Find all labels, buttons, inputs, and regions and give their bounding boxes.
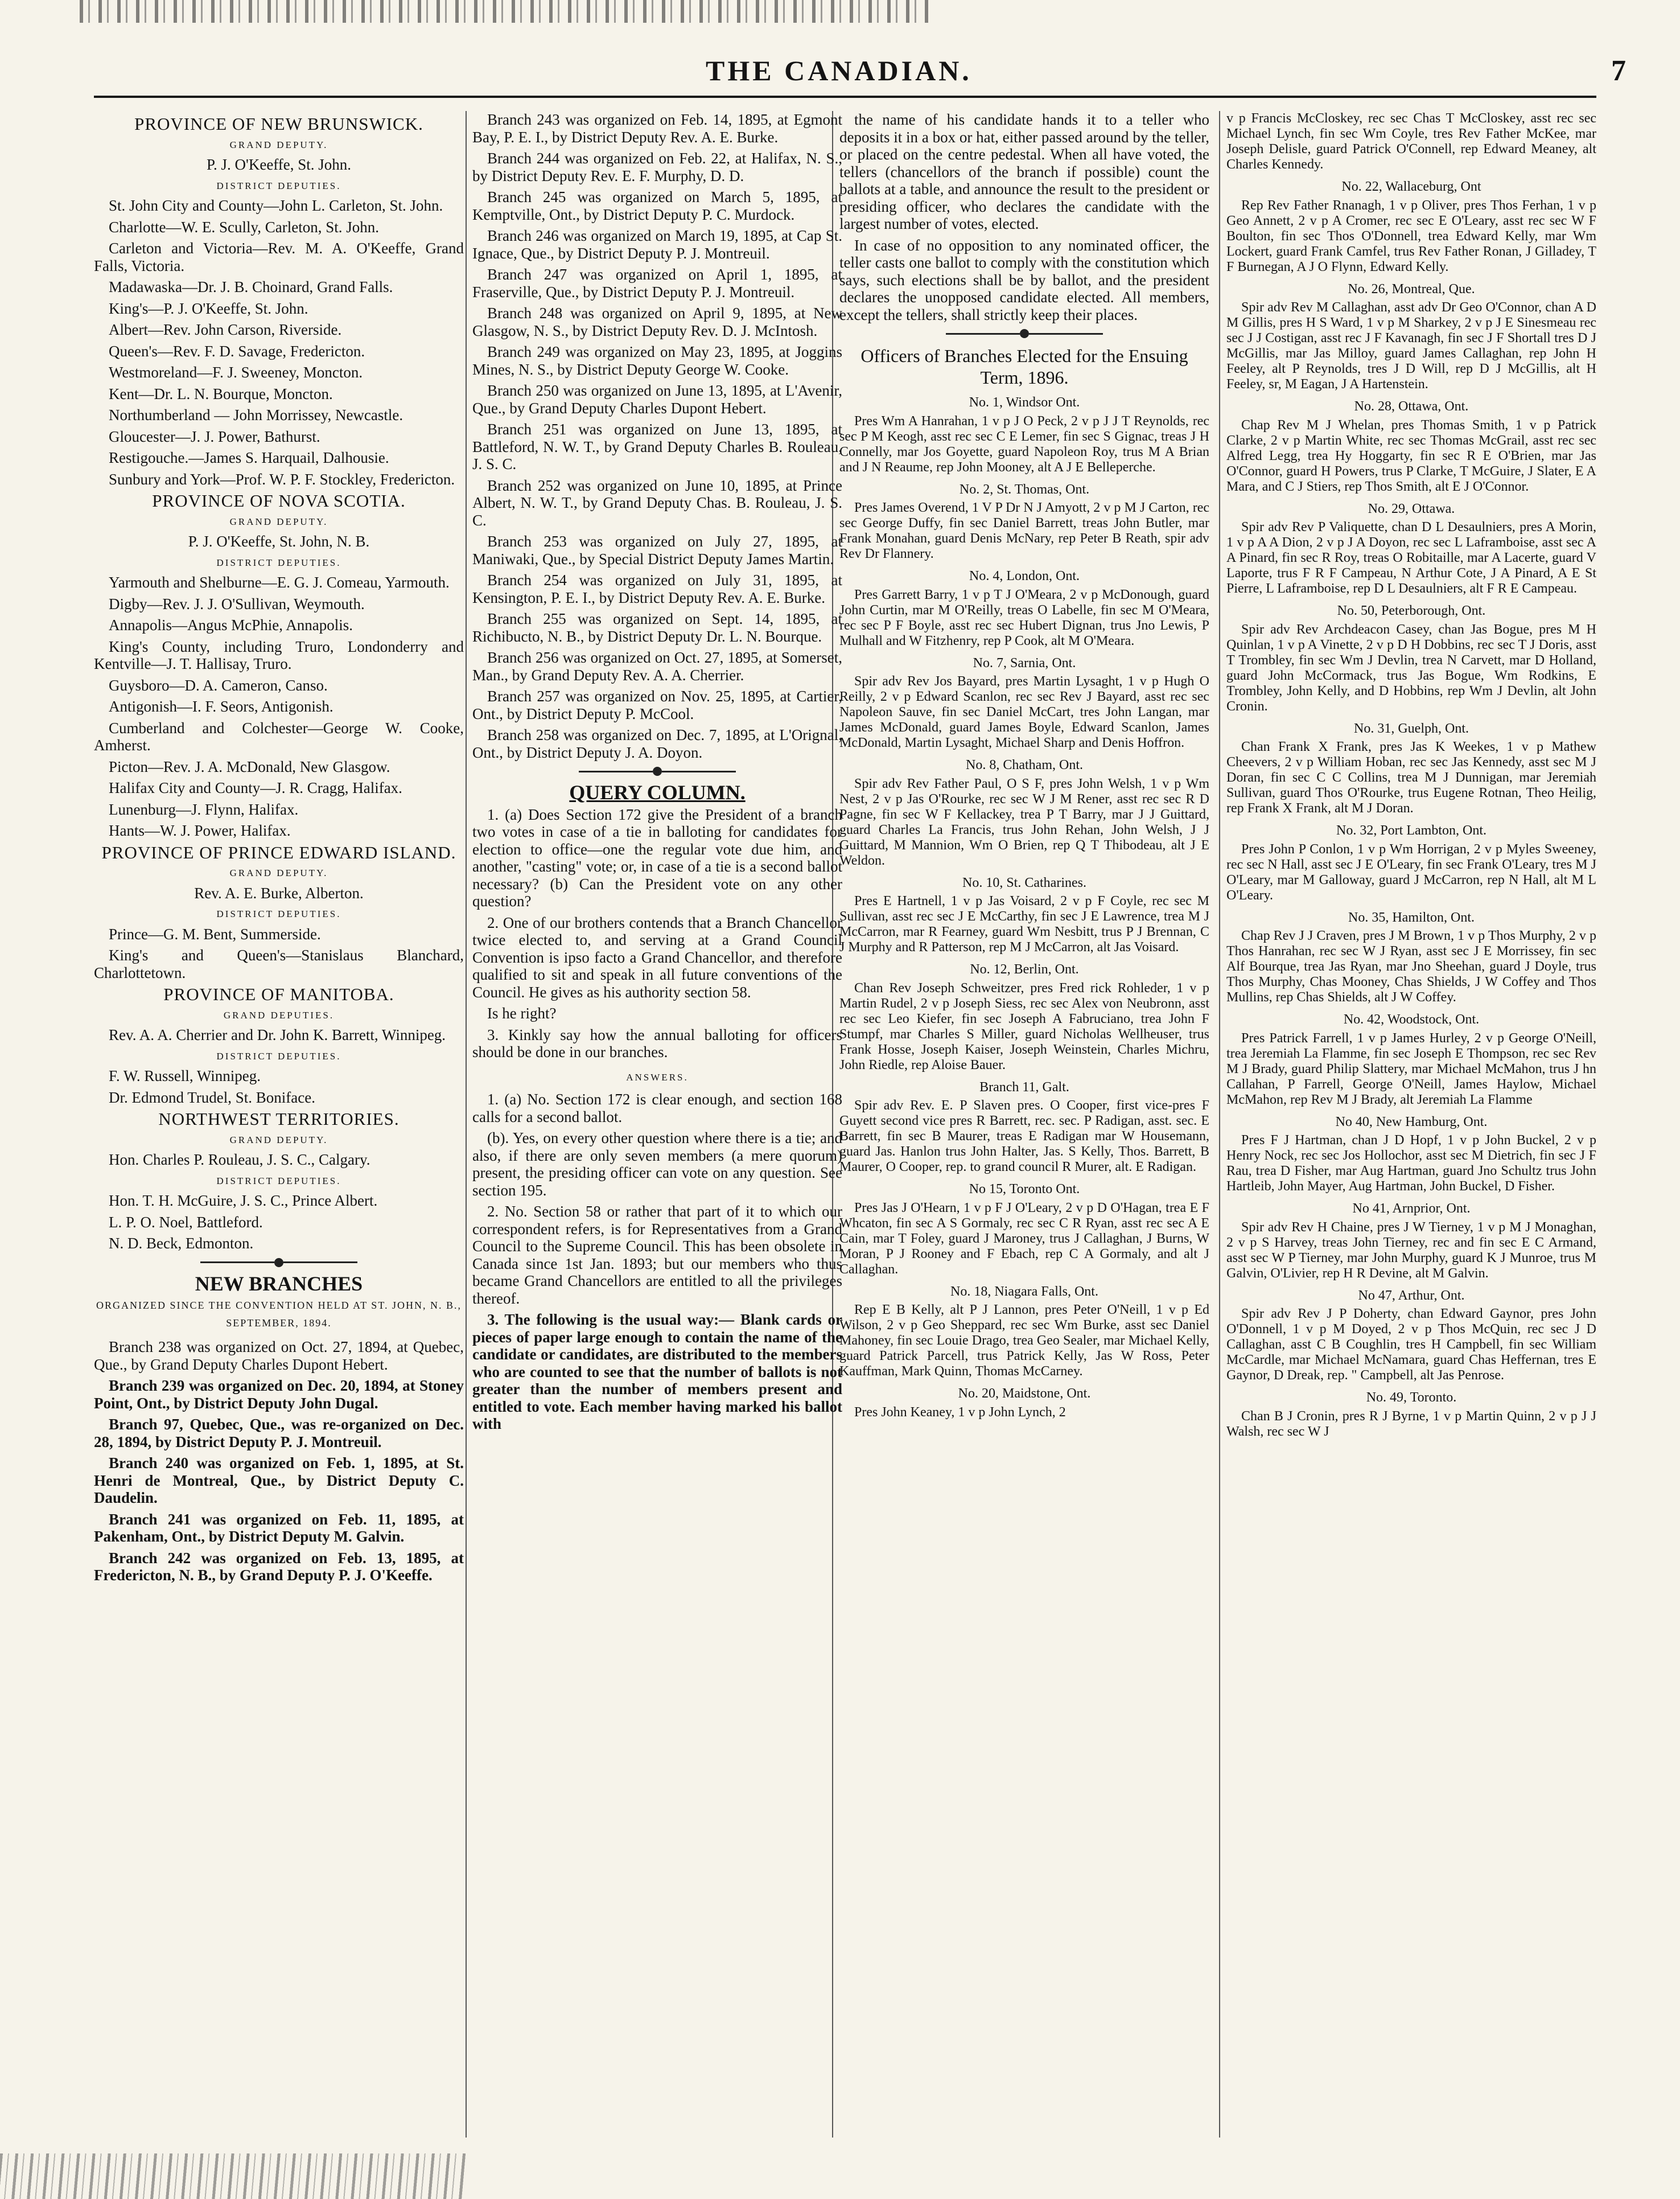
branch-officers: Spir adv Rev Jos Bayard, pres Martin Lysaght, 1 v p Hugh O Reilly, 2 v p Edward Scanlon, rec sec Rev J Bayard, asst rec sec Napoleon Sauve, fin sec Daniel McCart, tres John Langan, mar James McDonald, guard James Boyle, Edward Scanlon, James McDonald, Martin Lysaght, Michael Sharp and Denis Hoffron.	[839, 674, 1209, 750]
query-column-heading: QUERY COLUMN.	[569, 781, 746, 804]
branch-officers: Chap Rev J J Craven, pres J M Brown, 1 v p Thos Murphy, 2 v p Thos Hanrahan, rec sec W J Ryan, asst sec J E Morrissey, fin sec Alf Bourque, trea Jas Ryan, mar Jno Sheehan, guard J Doyle, trus Thos Murphy, Chas Mooney, Chas Shields, J W Coffey and Thos Mullins, rep Chas Shields, alt J W Coffey.	[1226, 928, 1596, 1005]
branch-heading: No. 20, Maidstone, Ont.	[958, 1386, 1091, 1401]
column-4	[1226, 111, 1596, 2138]
branch-heading: No 41, Arnprior, Ont.	[1352, 1201, 1471, 1216]
grand-deputy-name: Hon. Charles P. Rouleau, J. S. C., Calgary.	[109, 1151, 370, 1168]
paragraph: Branch 245 was organized on March 5, 1895, at Kemptville, Ont., by District Deputy P. C. Murdock.	[472, 188, 842, 223]
paragraph: Branch 251 was organized on June 13, 1895, at Battleford, N. W. T., by Grand Deputy Charles B. Rouleau, J. S. C.	[472, 421, 842, 472]
branch-heading: No. 1, Windsor Ont.	[969, 395, 1080, 410]
subheading: DISTRICT DEPUTIES.	[216, 1175, 341, 1186]
section-heading: PROVINCE OF NEW BRUNSWICK.	[134, 114, 423, 134]
paragraph: Branch 255 was organized on Sept. 14, 1895, at Richibucto, N. B., by District Deputy Dr. L. N. Bourque.	[472, 610, 842, 645]
subheading: DISTRICT DEPUTIES.	[216, 1050, 341, 1062]
paragraph: Prince—G. M. Bent, Summerside.	[109, 925, 321, 943]
subheading: GRAND DEPUTY.	[229, 1134, 328, 1145]
branch-officers: Spir adv Rev P Valiquette, chan D L Desaulniers, pres A Morin, 1 v p A A Dion, 2 v p J A Doyon, rec sec L Laframboise, asst sec A A Pinard, fin sec R Roy, treas O Robitaille, mar A Lacerte, guard V Laporte, trus F R F Campeau, N Arthur Cote, J A Pinard, A E St Pierre, L Laframboise, rep D L Desaulniers, alt F R E Campeau.	[1226, 520, 1596, 596]
paragraph: F. W. Russell, Winnipeg.	[109, 1067, 261, 1084]
new-branches-subheading: ORGANIZED SINCE THE CONVENTION HELD AT ST. JOHN, N. B., SEPTEMBER, 1894.	[96, 1300, 462, 1329]
branch-officers: Chan Rev Joseph Schweitzer, pres Fred rick Rohleder, 1 v p Martin Rudel, 2 v p Joseph Siess, rec sec Alex von Neubronn, asst rec sec Leo Kiefer, fin sec Joseph A Fabruciano, trea John F Stumpf, mar Charles S Miller, guard Nicholas Wellheuser, trus Frank Hosse, Joseph Kaiser, Joseph Weinstein, Charles Michru, John Riedle, rep Aloise Bauer.	[839, 980, 1209, 1072]
paragraph: Cumberland and Colchester—George W. Cooke, Amherst.	[94, 719, 464, 754]
paragraph: Gloucester—J. J. Power, Bathurst.	[109, 428, 320, 445]
branch-list	[472, 111, 842, 761]
deputy-list	[94, 197, 464, 488]
subheading: DISTRICT DEPUTIES.	[216, 557, 341, 568]
page-number: 7	[1611, 55, 1626, 87]
branch-heading: No. 26, Montreal, Que.	[1348, 281, 1475, 297]
paragraph: Charlotte—W. E. Scully, Carleton, St. John.	[109, 218, 379, 236]
branch-heading: No. 42, Woodstock, Ont.	[1343, 1012, 1480, 1027]
subheading: GRAND DEPUTIES.	[223, 1009, 335, 1021]
subheading: DISTRICT DEPUTIES.	[216, 909, 341, 919]
section-heading: NORTHWEST TERRITORIES.	[158, 1109, 400, 1129]
paragraph: Branch 253 was organized on July 27, 1895, at Maniwaki, Que., by Special District Deputy James Martin.	[472, 533, 842, 568]
branch-officers: Chan Frank X Frank, pres Jas K Weekes, 1 v p Mathew Cheevers, 2 v p William Hoban, rec sec Jas Kennedy, asst sec M J Doran, fin sec C C Collins, trea M J Dunnigan, mar Jeremiah Sullivan, guard Thos O'Rourke, trus Eugene Rotnan, Theo Heilig, rep Frank X Frank, alt M J Doran.	[1226, 739, 1596, 816]
grand-deputy-name: P. J. O'Keeffe, St. John, N. B.	[188, 533, 370, 550]
divider-ornament	[472, 767, 842, 776]
paragraph: Queen's—Rev. F. D. Savage, Fredericton.	[109, 342, 365, 360]
branch-heading: No. 22, Wallaceburg, Ont	[1341, 179, 1481, 194]
subheading: GRAND DEPUTY.	[229, 868, 328, 878]
column-1	[94, 111, 464, 2138]
paragraph: Annapolis—Angus McPhie, Annapolis.	[109, 616, 353, 634]
paragraph: Kent—Dr. L. N. Bourque, Moncton.	[109, 385, 333, 402]
paragraph: Branch 242 was organized on Feb. 13, 1895, at Fredericton, N. B., by Grand Deputy P. J. O'Keeffe.	[94, 1549, 464, 1584]
paragraph: Branch 258 was organized on Dec. 7, 1895, at L'Orignal, Ont., by District Deputy J. A. Doyon.	[472, 726, 842, 761]
branch-heading: No. 50, Peterborough, Ont.	[1337, 603, 1486, 618]
divider-ornament	[94, 1258, 464, 1267]
column-divider	[1219, 111, 1220, 2138]
paragraph: Westmoreland—F. J. Sweeney, Moncton.	[109, 364, 363, 381]
branch-heading: No 47, Arthur, Ont.	[1358, 1288, 1465, 1303]
officers-heading: Officers of Branches Elected for the Ensuing Term, 1896.	[860, 346, 1188, 388]
branch-officers: Spir adv Rev H Chaine, pres J W Tierney, 1 v p M J Monaghan, 2 v p S Harvey, treas John Tierney, rec and fin sec E C Armand, asst sec W P Tierney, mar John Murphy, guard K J Munroe, trus M Galvin, O'Livier, rep H R Devine, alt M Galvin.	[1226, 1219, 1596, 1281]
section-heading: PROVINCE OF MANITOBA.	[163, 984, 394, 1004]
paragraph: Branch 254 was organized on July 31, 1895, at Kensington, P. E. I., by District Deputy Rev. A. E. Burke.	[472, 572, 842, 606]
paragraph: Picton—Rev. J. A. McDonald, New Glasgow.	[109, 758, 390, 775]
branch-officers: Spir adv Rev J P Doherty, chan Edward Gaynor, pres John O'Donnell, 1 v p M Doyed, 2 v p Thos McQuin, rec sec J D Callaghan, asst C B Coughlin, tres H Campbell, fin sec William McCardle, mar Michael McNamara, guard Chas Heffernan, tres E Gaynor, D Dreak, rep. " Campbell, alt Jas Penrose.	[1226, 1306, 1596, 1383]
branch-heading: No. 10, St. Catharines.	[962, 875, 1086, 890]
answers-heading: ANSWERS.	[626, 1071, 689, 1083]
paragraph: Antigonish—I. F. Seors, Antigonish.	[109, 698, 333, 715]
paragraph: Branch 250 was organized on June 13, 1895, at L'Avenir, Que., by Grand Deputy Charles Dupont Hebert.	[472, 382, 842, 417]
paragraph: 1. (a) Does Section 172 give the President of a branch two votes in case of a tie in balloting for candidates for election to office—one the regular vote due him, and another, "casting" vote; or, in case of a tie is a second ballot necessary? (b) Can the President vote on any other question?	[472, 805, 842, 910]
subheading: DISTRICT DEPUTIES.	[216, 180, 341, 191]
branch-officers: Spir adv Rev M Callaghan, asst adv Dr Geo O'Connor, chan A D M Gillis, pres H S Ward, 1 v p M Sharkey, 2 v p J E Sinesmeau rec sec J J Costigan, asst rec J F Kavanagh, fin sec J F Shortall tres D J McGillis, mar Jas Milloy, guard James Callaghan, rep John H Feeley, alt P Reynolds, tres J D Will, rep D J McGillis, alt H Feeley, sr, M Eagan, J A Hartenstein.	[1226, 300, 1596, 392]
divider-ornament	[839, 329, 1209, 338]
column-divider	[466, 111, 467, 2138]
column-2	[472, 111, 842, 2138]
deputy-list	[94, 926, 464, 982]
paragraph: King's—P. J. O'Keeffe, St. John.	[109, 299, 308, 317]
paragraph: Is he right?	[487, 1005, 557, 1022]
branch-officers: Pres John Keaney, 1 v p John Lynch, 2	[854, 1404, 1066, 1420]
deputy-list	[94, 574, 464, 840]
branch-officers: Rep Rev Father Rnanagh, 1 v p Oliver, pres Thos Ferhan, 1 v p Geo Annett, 2 v p A Cromer, rec sec E O'Leary, asst rec sec W F Boulton, fin sec Thos O'Donnell, trea Edward Kelly, mar Wm Lockert, guard Frank Camfel, trus Rev Father Ronan, J Gilladey, T F Burnegan, A J O Flynn, Edward Kelly.	[1226, 198, 1596, 274]
branch-heading: No. 28, Ottawa, Ont.	[1354, 399, 1469, 414]
paragraph: King's and Queen's—Stanislaus Blanchard, Charlottetown.	[94, 947, 464, 981]
paragraph: L. P. O. Noel, Battleford.	[109, 1213, 263, 1231]
paragraph: Branch 238 was organized on Oct. 27, 1894, at Quebec, Que., by Grand Deputy Charles Dupont Hebert.	[94, 1338, 464, 1373]
column-3	[839, 111, 1209, 2138]
branch-heading: No 40, New Hamburg, Ont.	[1335, 1114, 1488, 1129]
branch-heading: No. 35, Hamilton, Ont.	[1348, 910, 1475, 925]
balloting-continuation	[839, 111, 1209, 323]
paragraph: Albert—Rev. John Carson, Riverside.	[109, 321, 342, 338]
subheading: GRAND DEPUTY.	[229, 139, 328, 150]
branch-list	[94, 1338, 464, 1584]
paragraph: Dr. Edmond Trudel, St. Boniface.	[109, 1088, 315, 1106]
paragraph: In case of no opposition to any nominated officer, the teller casts one ballot to comply with the constitution which says, such elections shall be by ballot, and the president declares the unopposed candidate elected. All members, except the tellers, shall strictly keep their places.	[839, 236, 1209, 323]
paragraph: 3. Kinkly say how the annual balloting for officers should be done in our branches.	[472, 1026, 842, 1061]
paragraph: (b). Yes, on every other question where there is a tie; and also, if there are only seven members (a mere quorum) present, the presiding officer can vote on any question. See section 195.	[472, 1129, 842, 1199]
grand-deputy-name: Rev. A. E. Burke, Alberton.	[194, 884, 364, 902]
paragraph: Branch 247 was organized on April 1, 1895, at Fraserville, Que., by District Deputy P. J. Montreuil.	[472, 266, 842, 301]
branch-officers: Pres Wm A Hanrahan, 1 v p J O Peck, 2 v p J J T Reynolds, rec sec P M Keogh, asst rec sec C E Lemer, fin sec S Gignac, treas J H Connelly, mar Jos Goyette, guard Napoleon Roy, trus M A Brian and J N Reaume, rep John Mooney, alt A J E Belleperche.	[839, 413, 1209, 475]
paragraph: Hon. T. H. McGuire, J. S. C., Prince Albert.	[109, 1192, 378, 1209]
subheading: GRAND DEPUTY.	[229, 516, 328, 527]
branch-officers: Pres John P Conlon, 1 v p Wm Horrigan, 2 v p Myles Sweeney, rec sec N Hall, asst sec J E O'Leary, fin sec Frank O'Leary, tres M J O'Leary, mar M Galloway, guard J McCarron, rep N Hall, alt M L O'Leary.	[1226, 841, 1596, 903]
paragraph: Branch 240 was organized on Feb. 1, 1895, at St. Henri de Montreal, Que., by District Deputy C. Daudelin.	[94, 1454, 464, 1506]
branch-heading: No. 31, Guelph, Ont.	[1354, 721, 1469, 736]
branch-heading: No. 2, St. Thomas, Ont.	[959, 482, 1090, 497]
paragraph: Branch 248 was organized on April 9, 1895, at New Glasgow, N. S., by District Deputy Rev. D. J. McIntosh.	[472, 305, 842, 339]
paragraph: Guysboro—D. A. Cameron, Canso.	[109, 676, 328, 694]
paragraph: N. D. Beck, Edmonton.	[109, 1235, 254, 1252]
paragraph: Branch 239 was organized on Dec. 20, 1894, at Stoney Point, Ont., by District Deputy John Dugal.	[94, 1377, 464, 1412]
paragraph: Halifax City and County—J. R. Cragg, Halifax.	[109, 779, 402, 796]
branch-heading: No. 4, London, Ont.	[969, 569, 1080, 583]
paragraph: Northumberland — John Morrissey, Newcastle.	[109, 406, 403, 424]
paragraph: Branch 241 was organized on Feb. 11, 1895, at Pakenham, Ont., by District Deputy M. Galvin.	[94, 1510, 464, 1545]
section-heading: PROVINCE OF NOVA SCOTIA.	[152, 491, 406, 511]
branch-officers: Pres James Overend, 1 V P Dr N J Amyott, 2 v p M J Carton, rec sec George Duffy, fin sec Daniel Barrett, treas John Butler, mar Frank Monahan, guard Denis McNary, rep Peter B Reath, spir adv Rev Dr Flannery.	[839, 500, 1209, 561]
branch-officers: Chap Rev M J Whelan, pres Thomas Smith, 1 v p Patrick Clarke, 2 v p Martin White, rec sec Thomas McGrail, asst rec sec Alfred Legg, trea Hy Hoggarty, fin sec R E O'Brien, mar Jas O'Connor, guard H Powers, trus P Clarke, T McGuire, J Slater, E A Mara, and C J Stiers, rep Thos Smith, alt E J O'Connor.	[1226, 417, 1596, 494]
branch-heading: No. 49, Toronto.	[1366, 1390, 1457, 1405]
paragraph: the name of his candidate hands it to a teller who deposits it in a box or hat, either passed around by the teller, or placed on the centre pedestal. When all have voted, the tellers (chancellors of the branch if possible) count the ballots at a table, and announce the result to the president or presiding officer, who declares the candidate with the largest number of votes, elected.	[839, 111, 1209, 232]
paragraph: Madawaska—Dr. J. B. Choinard, Grand Falls.	[109, 278, 393, 295]
paragraph: 2. No. Section 58 or rather that part of it to which our correspondent refers, is for Representatives from a Grand Council to the Supreme Council. This has been obsolete in Canada since 1st Jan. 1893; but our members who thus became Grand Chancellors are entitled to all the privileges thereof.	[472, 1203, 842, 1307]
paragraph: Branch 246 was organized on March 19, 1895, at Cap St. Ignace, Que., by District Deputy P. J. Montreuil.	[472, 227, 842, 262]
branch-heading: No. 32, Port Lambton, Ont.	[1336, 823, 1487, 838]
branch-officers: Spir adv Rev Father Paul, O S F, pres John Welsh, 1 v p Wm Nest, 2 v p Jas O'Rourke, rec sec W J M Rener, asst rec sec R D Pagne, fin sec W F Kellackey, trea P T Barry, mar J J Guittard, guard Charles La Francis, trus John Rehan, John Welsh, J J Guittard, M Mannion, Wm O Brien, rep Q T Thibodeau, alt J E Weldon.	[839, 776, 1209, 868]
section-heading: PROVINCE OF PRINCE EDWARD ISLAND.	[101, 842, 456, 862]
branch-heading: Branch 11, Galt.	[979, 1079, 1069, 1095]
paragraph: Restigouche.—James S. Harquail, Dalhousie.	[109, 449, 389, 466]
paragraph: Branch 252 was organized on June 10, 1895, at Prince Albert, N. W. T., by Grand Deputy Chas. B. Rouleau, J. S. C.	[472, 476, 842, 529]
paragraph: Yarmouth and Shelburne—E. G. J. Comeau, Yarmouth.	[109, 574, 450, 591]
paragraph: Lunenburg—J. Flynn, Halifax.	[109, 800, 299, 818]
paragraph: Carleton and Victoria—Rev. M. A. O'Keeffe, Grand Falls, Victoria.	[94, 240, 464, 274]
branch-officers: Pres Garrett Barry, 1 v p T J O'Meara, 2 v p McDonough, guard John Curtin, mar M O'Reilly, treas O Labelle, fin sec M O'Meara, rec sec P F Boyle, asst rec sec Hubert Dignan, trus Jno Lewis, P Mulhall and W Fitzhenry, rep P Cook, alt M O'Meara.	[839, 587, 1209, 648]
officers-continuation: v p Francis McCloskey, rec sec Chas T McCloskey, asst rec sec Michael Lynch, fin sec Wm Coyle, tres Rev Father McKee, mar Joseph Delisle, guard Patrick O'Connell, rep Edward Meaney, alt Charles Kennedy.	[1226, 111, 1596, 172]
scan-noise-top	[80, 0, 933, 23]
officer-branch-list	[839, 394, 1209, 1420]
branch-heading: No. 18, Niagara Falls, Ont.	[950, 1284, 1098, 1299]
paragraph: Branch 97, Quebec, Que., was re-organized on Dec. 28, 1894, by District Deputy P. J. Montreuil.	[94, 1416, 464, 1450]
branch-heading: No. 12, Berlin, Ont.	[970, 962, 1079, 977]
paragraph: Sunbury and York—Prof. W. P. F. Stockley, Fredericton.	[109, 470, 455, 488]
grand-deputy-name: P. J. O'Keeffe, St. John.	[206, 156, 352, 173]
branch-officers: Pres Patrick Farrell, 1 v p James Hurley, 2 v p George O'Neill, trea Jeremiah La Flamme, fin sec Joseph E Thompson, rec sec Rev M J Brady, guard Philip Slattery, mar Michael McMahon, trus J hn Callahan, P Farrell, George O'Neill, James Haylow, Michael McMahon, rep Rev M J Brady, alt Jeremiah La Flamme	[1226, 1030, 1596, 1107]
branch-officers: Pres Jas J O'Hearn, 1 v p F J O'Leary, 2 v p D O'Hagan, trea E F Whcaton, fin sec A S Gormaly, rec sec C R Ryan, asst rec sec A E Cain, mar T Foley, guard J Maroney, trus J Callaghan, J Burns, W Moran, P J Rooney and F Ebach, rep C A Gormaly, and alt J Callaghan.	[839, 1200, 1209, 1277]
masthead-title: THE CANADIAN.	[706, 55, 972, 87]
paragraph: Branch 249 was organized on May 23, 1895, at Joggins Mines, N. S., by District Deputy George W. Cooke.	[472, 343, 842, 378]
paragraph: Digby—Rev. J. J. O'Sullivan, Weymouth.	[109, 595, 365, 613]
paragraph: King's County, including Truro, Londonderry and Kentville—J. T. Hallisay, Truro.	[94, 638, 464, 672]
new-branches-heading: NEW BRANCHES	[195, 1272, 363, 1295]
paragraph: Branch 244 was organized on Feb. 22, at Halifax, N. S., by District Deputy Rev. E. F. Murphy, D. D.	[472, 150, 842, 184]
paragraph: 2. One of our brothers contends that a Branch Chancellor twice elected to, and serving at a Grand Council Convention is ipso facto a Grand Chancellor, and therefore qualified to sit and speak in all future conventions of the Council. He gives as his authority section 58.	[472, 914, 842, 1001]
paragraph: 1. (a) No. Section 172 is clear enough, and section 168 calls for a second ballot.	[472, 1091, 842, 1125]
branch-heading: No. 8, Chatham, Ont.	[966, 758, 1083, 772]
branch-heading: No 15, Toronto Ont.	[969, 1182, 1080, 1197]
answer-list	[472, 1091, 842, 1433]
paragraph: Branch 257 was organized on Nov. 25, 1895, at Cartier, Ont., by District Deputy P. McCool.	[472, 688, 842, 722]
paragraph: St. John City and County—John L. Carleton, St. John.	[109, 197, 443, 214]
paragraph: Branch 243 was organized on Feb. 14, 1895, at Egmont Bay, P. E. I., by District Deputy Rev. A. E. Burke.	[472, 111, 842, 146]
officer-branch-list	[1226, 178, 1596, 1440]
paragraph: Branch 256 was organized on Oct. 27, 1895, at Somerset, Man., by Grand Deputy Rev. A. A. Cherrier.	[472, 649, 842, 684]
branch-heading: No. 29, Ottawa.	[1368, 501, 1455, 516]
branch-officers: Chan B J Cronin, pres R J Byrne, 1 v p Martin Quinn, 2 v p J J Walsh, rec sec W J	[1226, 1408, 1596, 1439]
branch-heading: No. 7, Sarnia, Ont.	[973, 655, 1076, 671]
paragraph: 3. The following is the usual way:— Blank cards or pieces of paper large enough to contain the name of the candidate or candidates, are distributed to the members who are counted to see that the number of ballots is not greater than the number of members present and entitled to vote. Each member having marked his ballot with	[472, 1311, 842, 1432]
masthead-rule	[94, 96, 1596, 98]
deputy-list	[94, 1192, 464, 1252]
paragraph: Hants—W. J. Power, Halifax.	[109, 822, 291, 839]
deputy-list	[94, 1067, 464, 1106]
branch-officers: Spir adv Rev. E. P Slaven pres. O Cooper, first vice-pres F Guyett second vice pres R Barrett, rec. sec. P Radigan, asst. sec. E Barrett, fin sec B Maurer, treas E Radigan mar W Housemann, guard Jas. Hanlon trus John Halter, Jas. S Kelly, Thos. Barrett, B Maurer, O Cooper, rep. to grand council R Murer, alt. E Radigan.	[839, 1098, 1209, 1174]
branch-officers: Spir adv Rev Archdeacon Casey, chan Jas Bogue, pres M H Quinlan, 1 v p A Vinette, 2 v p D H Dobbins, rec sec T J Doris, asst T Trombley, fin sec Wm J Devlin, trea N Carvett, mar D Holland, guard John McCormack, trus Jas Bogue, Wm Rodkins, E Trombley, John Kelly, and D Hobbins, rep Wm J Devlin, alt John Cronin.	[1226, 622, 1596, 714]
scan-noise-bottom	[0, 2153, 467, 2199]
branch-officers: Pres E Hartnell, 1 v p Jas Voisard, 2 v p F Coyle, rec sec M Sullivan, asst rec sec J E McCarthy, fin sec J E Lawrence, trea M J McCarron, mar R Fearney, guard Wm Nesbitt, trus P J Brennan, C J Murphy and R Patterson, rep M J McCarron, alt Jas Voisard.	[839, 894, 1209, 955]
grand-deputy-name: Rev. A. A. Cherrier and Dr. John K. Barrett, Winnipeg.	[109, 1026, 446, 1043]
query-list	[472, 806, 842, 1061]
branch-officers: Pres F J Hartman, chan J D Hopf, 1 v p John Buckel, 2 v p Henry Nock, rec sec Jos Hollochor, asst sec M Dietrich, fin sec J F Rau, trea D Fisher, mar Aug Hartman, guard Jno Schultz trus John Hartleib, John Mayer, Aug Hartman, John Buckel, D Fisher.	[1226, 1133, 1596, 1194]
branch-officers: Rep E B Kelly, alt P J Lannon, pres Peter O'Neill, 1 v p Ed Wilson, 2 v p Geo Sheppard, rec sec Wm Burke, asst sec Daniel Mahoney, fin sec Louie Drago, trea Geo Sealer, mar Michael Kelly, guard Patrick Parcell, trus Patrick Kelly, Jas W Ross, Peter Kauffman, Mark Quinn, Thomas McCarney.	[839, 1302, 1209, 1379]
